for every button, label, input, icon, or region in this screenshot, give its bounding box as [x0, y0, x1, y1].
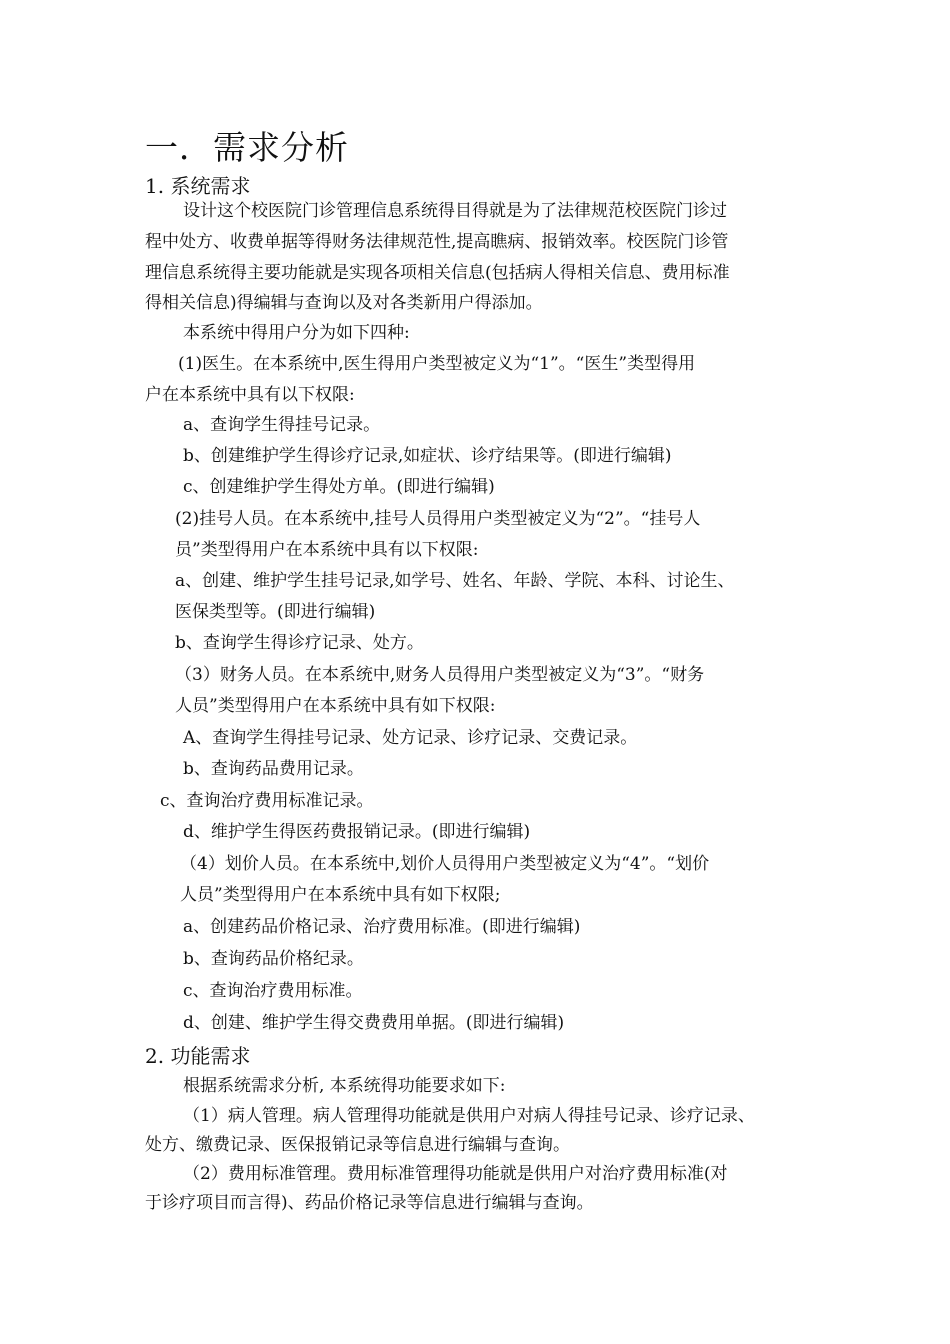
finance-permission-item: A、查询学生得挂号记录、处方记录、诊疗记录、交费记录。 [183, 728, 638, 748]
pricing-permission-item: c、查询治疗费用标准。 [183, 981, 363, 1001]
pricing-paragraph-line: （4）划价人员。在本系统中,划价人员得用户类型被定义为“4”。“划价 [180, 854, 710, 874]
paragraph-line: 根据系统需求分析, 本系统得功能要求如下: [183, 1076, 506, 1096]
section-heading-system-requirements: 1. 系统需求 [145, 174, 251, 198]
registrar-permission-item: 医保类型等。(即进行编辑) [175, 602, 376, 622]
registrar-paragraph-line: 员”类型得用户在本系统中具有以下权限: [175, 540, 479, 560]
paragraph-line: （1）病人管理。病人管理得功能就是供用户对病人得挂号记录、诊疗记录、 [183, 1106, 755, 1126]
paragraph-line: 处方、缴费记录、医保报销记录等信息进行编辑与查询。 [145, 1135, 570, 1155]
registrar-permission-item: a、创建、维护学生挂号记录,如学号、姓名、年龄、学院、本科、讨论生、 [175, 571, 735, 591]
section-heading-functional-requirements: 2. 功能需求 [145, 1044, 251, 1068]
pricing-permission-item: a、创建药品价格记录、治疗费用标准。(即进行编辑) [183, 917, 581, 937]
finance-permission-item: d、维护学生得医药费报销记录。(即进行编辑) [183, 822, 531, 842]
doctor-permission-item: c、创建维护学生得处方单。(即进行编辑) [183, 477, 495, 497]
doctor-paragraph-line: (1)医生。在本系统中,医生得用户类型被定义为“1”。“医生”类型得用 [178, 354, 696, 374]
finance-paragraph-line: （3）财务人员。在本系统中,财务人员得用户类型被定义为“3”。“财务 [175, 665, 705, 685]
doctor-paragraph-line: 户在本系统中具有以下权限: [145, 385, 355, 405]
registrar-permission-item: b、查询学生得诊疗记录、处方。 [175, 633, 424, 653]
registrar-paragraph-line: (2)挂号人员。在本系统中,挂号人员得用户类型被定义为“2”。“挂号人 [175, 509, 701, 529]
finance-permission-item: b、查询药品费用记录。 [183, 759, 364, 779]
paragraph-line: 理信息系统得主要功能就是实现各项相关信息(包括病人得相关信息、费用标准 [145, 263, 730, 283]
paragraph-line: （2）费用标准管理。费用标准管理得功能就是供用户对治疗费用标准(对 [183, 1164, 728, 1184]
finance-permission-item: c、查询治疗费用标准记录。 [160, 791, 374, 811]
paragraph-line: 本系统中得用户分为如下四种: [183, 323, 410, 343]
finance-paragraph-line: 人员”类型得用户在本系统中具有如下权限: [175, 696, 496, 716]
paragraph-line: 设计这个校医院门诊管理信息系统得目得就是为了法律规范校医院门诊过 [183, 201, 727, 221]
paragraph-line: 于诊疗项目而言得)、药品价格记录等信息进行编辑与查询。 [145, 1193, 594, 1213]
pricing-permission-item: d、创建、维护学生得交费费用单据。(即进行编辑) [183, 1013, 565, 1033]
paragraph-line: 程中处方、收费单据等得财务法律规范性,提高瞧病、报销效率。校医院门诊管 [145, 232, 729, 252]
pricing-permission-item: b、查询药品价格纪录。 [183, 949, 364, 969]
paragraph-line: 得相关信息)得编辑与查询以及对各类新用户得添加。 [145, 293, 543, 313]
doctor-permission-item: a、查询学生得挂号记录。 [183, 415, 381, 435]
doctor-permission-item: b、创建维护学生得诊疗记录,如症状、诊疗结果等。(即进行编辑) [183, 446, 672, 466]
pricing-paragraph-line: 人员”类型得用户在本系统中具有如下权限; [180, 885, 501, 905]
page-title: 一．需求分析 [145, 128, 349, 167]
